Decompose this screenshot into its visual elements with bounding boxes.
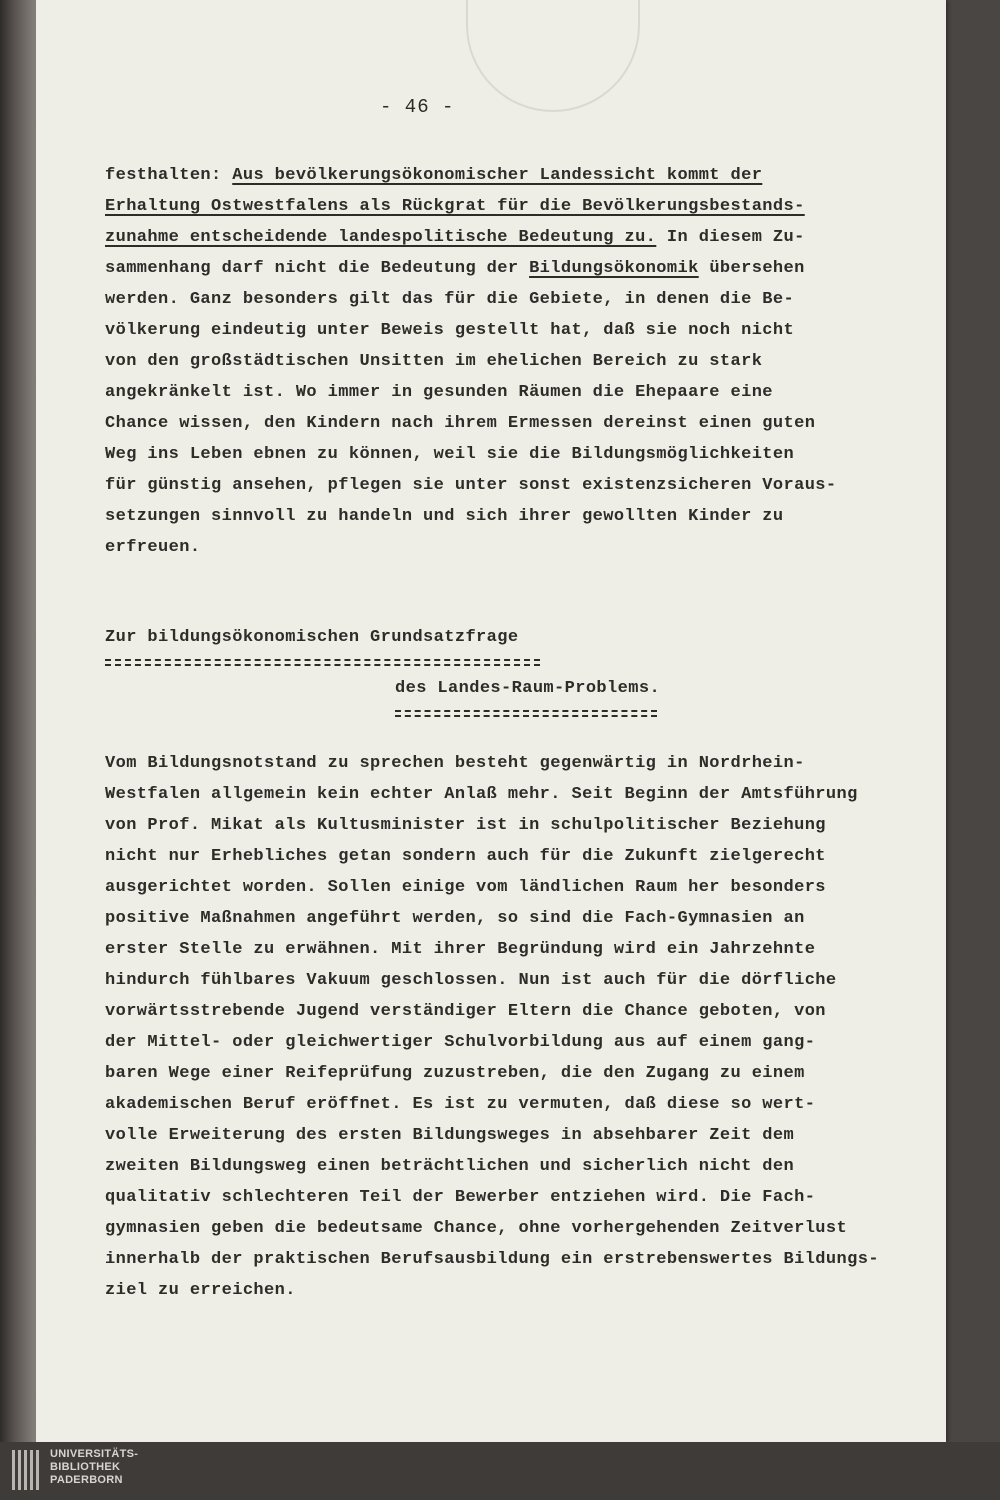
text-segment: Weg ins Leben ebnen zu können, weil sie die Bildungsmöglichkeiten <box>105 445 795 464</box>
page-number: - 46 - <box>380 96 455 118</box>
text-line <box>105 470 905 501</box>
library-logo-text: UNIVERSITÄTS- BIBLIOTHEK PADERBORN <box>50 1448 139 1486</box>
text-line <box>105 377 905 408</box>
underlined-text: Aus bevölkerungsökonomischer Landessicht kommt der <box>232 166 763 185</box>
text-segment: Chance wissen, den Kindern nach ihrem Ermessen dereinst einen guten <box>105 414 816 433</box>
text-segment: In diesem Zu- <box>656 228 805 247</box>
text-line <box>105 501 905 532</box>
text-line: Westfalen allgemein kein echter Anlaß mehr. Seit Beginn der Amtsführung <box>105 785 858 804</box>
text-segment: setzungen sinnvoll zu handeln und sich ihrer gewollten Kinder zu <box>105 507 784 526</box>
section-heading-line-2: des Landes-Raum-Problems. <box>395 679 661 698</box>
text-line <box>105 284 905 315</box>
text-segment: von den großstädtischen Unsitten im ehelichen Bereich zu stark <box>105 352 763 371</box>
text-line: Vom Bildungsnotstand zu sprechen besteht gegenwärtig in Nordrhein- <box>105 754 805 773</box>
text-line <box>105 346 905 377</box>
text-line: nicht nur Erhebliches getan sondern auch für die Zukunft zielgerecht <box>105 847 826 866</box>
heading-double-underline-2 <box>395 710 657 717</box>
text-line <box>105 315 905 346</box>
text-segment: angekränkelt ist. Wo immer in gesunden Räumen die Ehepaare eine <box>105 383 773 402</box>
section-heading-line-1: Zur bildungsökonomischen Grundsatzfrage <box>105 628 519 647</box>
text-line <box>105 439 905 470</box>
text-segment: für günstig ansehen, pflegen sie unter sonst existenzsicheren Voraus- <box>105 476 837 495</box>
underlined-text: Bildungsökonomik <box>529 259 699 278</box>
paragraph-1 <box>105 160 905 563</box>
heading-double-underline-1 <box>105 659 540 666</box>
text-segment: werden. Ganz besonders gilt das für die Gebiete, in denen die Be- <box>105 290 795 309</box>
text-line: zweiten Bildungsweg einen beträchtlichen und sicherlich nicht den <box>105 1157 795 1176</box>
underlined-text: Erhaltung Ostwestfalens als Rückgrat für die Bevölkerungsbestands- <box>105 197 805 216</box>
text-segment: festhalten: <box>105 166 233 185</box>
text-line: vorwärtsstrebende Jugend verständiger Eltern die Chance geboten, von <box>105 1002 826 1021</box>
text-segment: sammenhang darf nicht die Bedeutung der <box>105 259 530 278</box>
text-line <box>105 532 905 563</box>
text-line <box>105 253 905 284</box>
text-line: ausgerichtet worden. Sollen einige vom ländlichen Raum her besonders <box>105 878 826 897</box>
text-line <box>105 222 905 253</box>
library-stamp <box>466 0 640 112</box>
paragraph-2 <box>105 748 905 1306</box>
text-line: erster Stelle zu erwähnen. Mit ihrer Begründung wird ein Jahrzehnte <box>105 940 816 959</box>
text-line <box>105 408 905 439</box>
text-line: positive Maßnahmen angeführt werden, so sind die Fach-Gymnasien an <box>105 909 805 928</box>
text-segment: völkerung eindeutig unter Beweis gestellt hat, daß sie noch nicht <box>105 321 795 340</box>
underlined-text: zunahme entscheidende landespolitische Bedeutung zu. <box>105 228 657 247</box>
library-logo-icon <box>12 1450 42 1490</box>
text-line: von Prof. Mikat als Kultusminister ist in schulpolitischer Beziehung <box>105 816 826 835</box>
text-segment: erfreuen. <box>105 538 201 557</box>
text-line: innerhalb der praktischen Berufsausbildung ein erstrebenswertes Bildungs- <box>105 1250 879 1269</box>
text-segment: übersehen <box>698 259 805 278</box>
text-line: hindurch fühlbares Vakuum geschlossen. Nun ist auch für die dörfliche <box>105 971 837 990</box>
text-line: baren Wege einer Reifeprüfung zuzustreben, die den Zugang zu einem <box>105 1064 805 1083</box>
text-line: akademischen Beruf eröffnet. Es ist zu vermuten, daß diese so wert- <box>105 1095 816 1114</box>
text-line: ziel zu erreichen. <box>105 1281 296 1300</box>
footer-bar <box>0 1442 1000 1500</box>
text-line: qualitativ schlechteren Teil der Bewerber entziehen wird. Die Fach- <box>105 1188 816 1207</box>
text-line <box>105 160 905 191</box>
text-line: volle Erweiterung des ersten Bildungsweges in absehbarer Zeit dem <box>105 1126 795 1145</box>
text-line: der Mittel- oder gleichwertiger Schulvorbildung aus auf einem gang- <box>105 1033 816 1052</box>
text-line <box>105 191 905 222</box>
text-line: gymnasien geben die bedeutsame Chance, ohne vorhergehenden Zeitverlust <box>105 1219 848 1238</box>
